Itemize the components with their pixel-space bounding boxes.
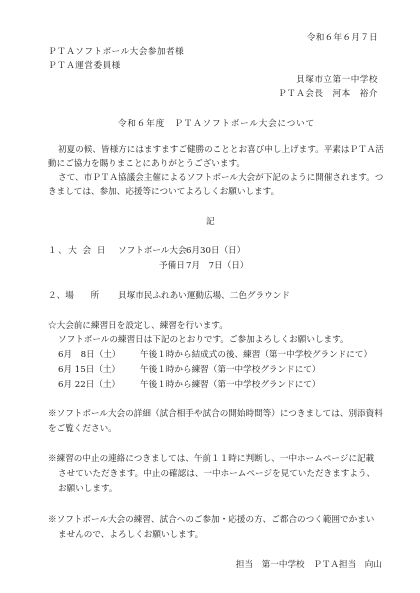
item-1-label: １、大 会 日 xyxy=(48,246,107,256)
practice-intro: ソフトボールの練習日は下記のとおりです。ご参加よろしくお願いします。 xyxy=(58,335,349,345)
practice-row-date: 6月 8日（土） xyxy=(58,350,121,360)
document-title: 令和６年度 ＰＴＡソフトボール大会について xyxy=(118,119,315,129)
signature: 担当 第一中学校 ＰＴＡ担当 向山 xyxy=(235,560,382,570)
sender-school: 貝塚市立第一中学校 xyxy=(296,75,378,85)
item-1-reserve-label: 予備日 xyxy=(159,261,185,271)
practice-row xyxy=(58,380,320,391)
practice-row-text: 午後１時から練習（第一中学校グランドにて） xyxy=(140,365,321,375)
item-1-event: ソフトボール大会 xyxy=(118,246,187,256)
practice-heading: ☆大会前に練習日を設定し、練習を行います。 xyxy=(48,321,228,331)
item-1-reserve-date: 7月 7日（日） xyxy=(186,261,249,271)
note-2-line-1: ※練習の中止の連絡につきましては、午前１１時に判断し、一中ホームページに記載 xyxy=(48,454,375,464)
intro-paragraph-2-line-1: さて、市ＰＴＡ協議会主催によるソフトボール大会が下記のように開催されます。つ xyxy=(58,173,384,183)
practice-row-text: 午後１時から練習（第一中学校グランドにて） xyxy=(140,380,321,390)
practice-row-text: 午後１時から結成式の後、練習（第一中学校グランドにて） xyxy=(140,350,373,360)
item-1-date: 6月30日（日） xyxy=(186,246,246,256)
recipient-line-2: ＰＴＡ運営委員様 xyxy=(48,61,121,71)
intro-paragraph-1-line-2: 動にご協力を賜りまことにありがとうございます。 xyxy=(48,159,245,169)
practice-row xyxy=(58,365,320,376)
note-2-line-3: お願いします。 xyxy=(58,484,118,494)
ki-heading: 記 xyxy=(206,217,215,227)
intro-paragraph-2-line-2: きましては、参加、応援等についてよろしくお願いします。 xyxy=(48,187,280,197)
document-date: 令和６年６月７日 xyxy=(306,33,378,43)
note-2-line-2: させていただきます。中止の確認は、一中ホームページを見ていただきますよう、 xyxy=(58,469,376,479)
note-1-line-1: ※ソフトボール大会の詳細（試合相手や試合の開始時間等）につきましては、別添資料 xyxy=(48,409,383,419)
intro-paragraph-1-line-1: 初夏の候、皆様方にはますますご健勝のこととお喜び申し上げます。平素はＰＴＡ活 xyxy=(58,145,384,155)
practice-row-date: 6月 15日（土） xyxy=(58,365,121,375)
note-3-line-1: ※ソフトボール大会の練習、試合へのご参加・応援の方、ご都合のつく範囲でかまい xyxy=(48,515,375,525)
practice-row xyxy=(58,350,372,361)
sender-name: ＰＴＡ会長 河本 裕介 xyxy=(277,89,378,99)
item-2-venue: 貝塚市民ふれあい運動広場、二色グラウンド xyxy=(118,291,290,301)
note-1-line-2: をご覧ください。 xyxy=(48,424,117,434)
note-3-line-2: ませんので、よろしくお願いします。 xyxy=(58,530,204,540)
item-2-label: ２、場 所 xyxy=(48,291,100,301)
practice-row-date: 6月 22日（土） xyxy=(58,380,121,390)
recipient-line-1: ＰＴＡソフトボール大会参加者様 xyxy=(48,47,185,57)
